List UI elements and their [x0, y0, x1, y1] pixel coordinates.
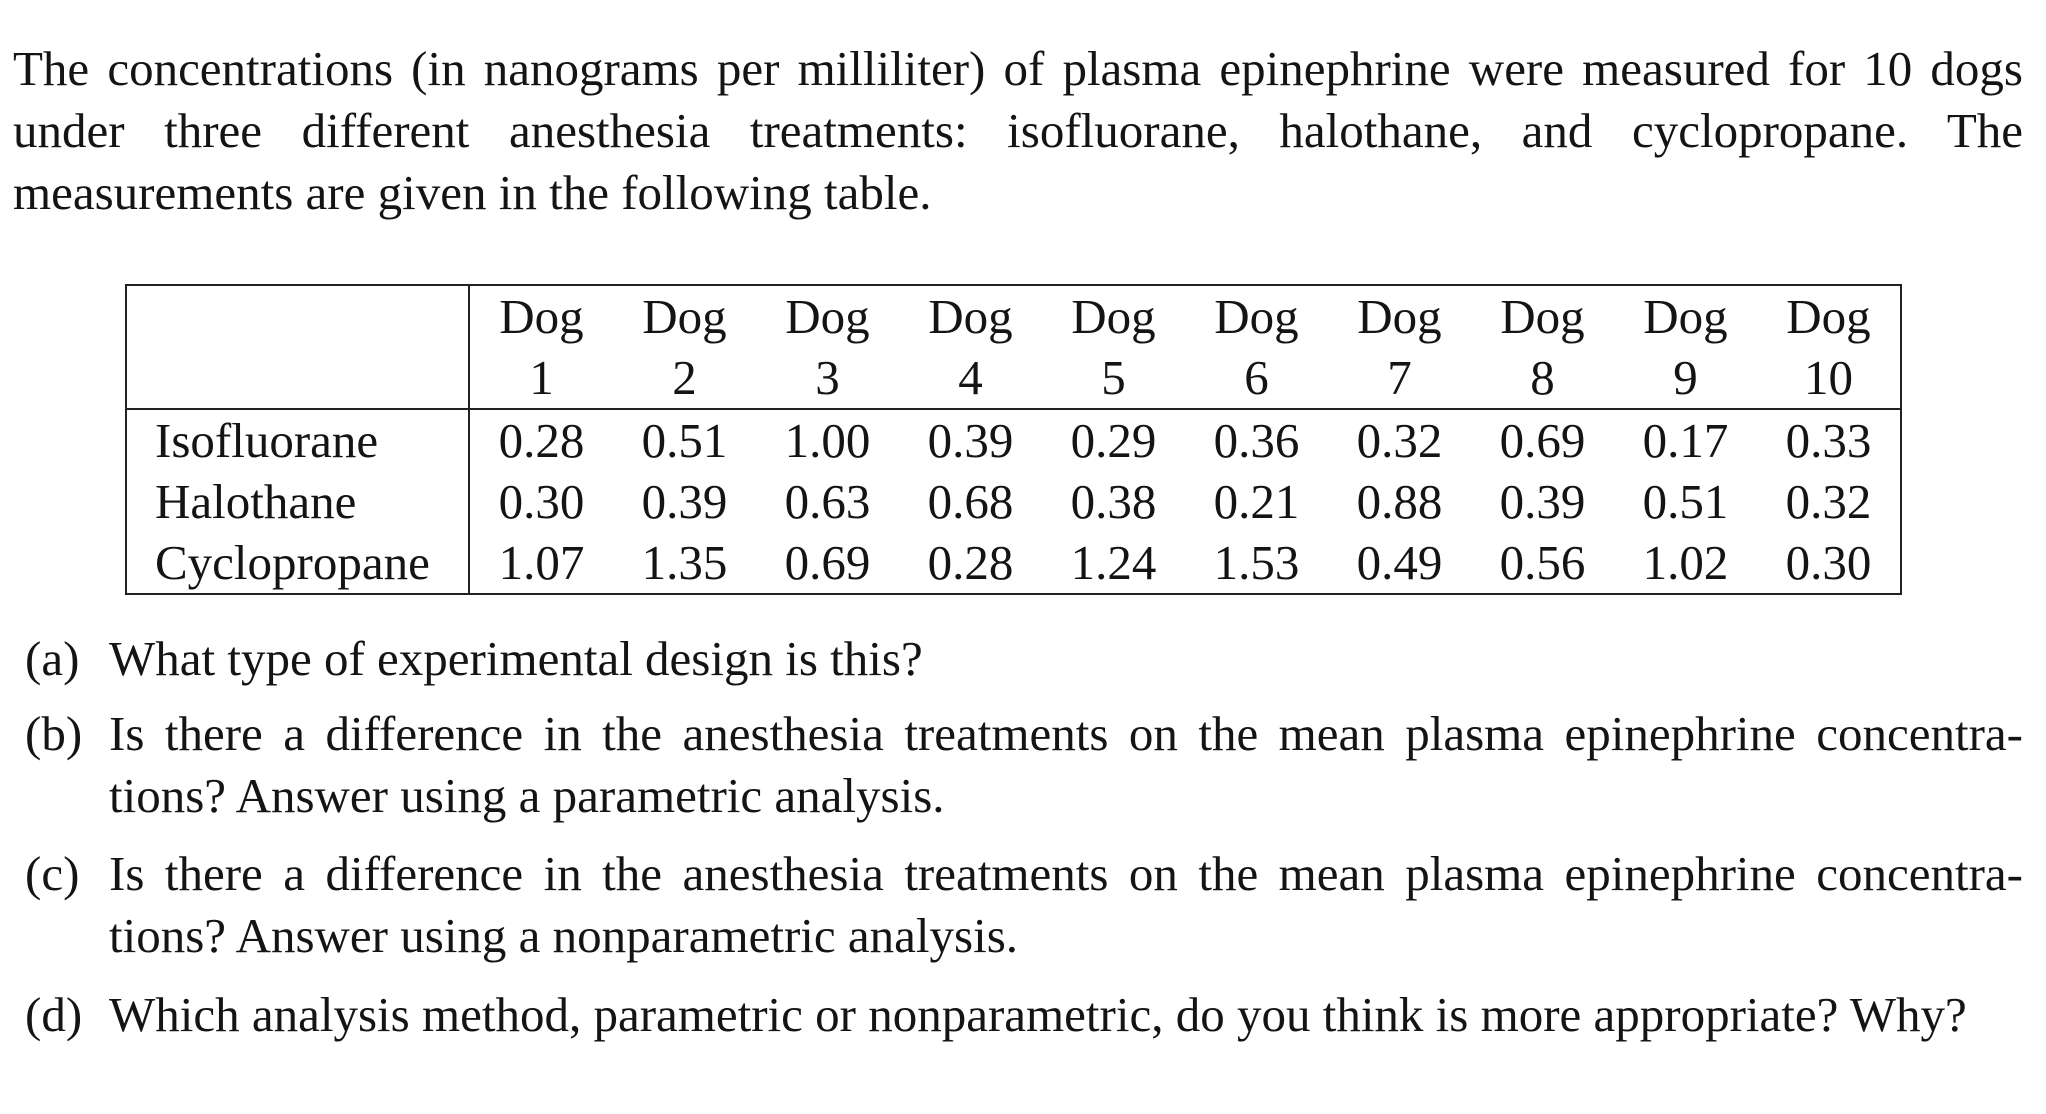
column-header-line2: 6 [1244, 350, 1269, 405]
column-header-line1: Dog [928, 289, 1013, 344]
question-text: Is there a difference in the anesthesia treatments on the mean plasma epinephrine concentra- tions? Answer using a parametric analysis. [109, 706, 2023, 823]
table-cell: 0.32 [1356, 413, 1443, 468]
question-text: Is there a difference in the anesthesia treatments on the mean plasma epinephrine concentra- tions? Answer using a nonparametric analysis. [109, 846, 2023, 963]
column-header-line2: 2 [672, 350, 697, 405]
table-cell: 1.07 [498, 535, 585, 590]
table-row-isofluorane [126, 409, 1901, 471]
column-header-line2: 7 [1387, 350, 1412, 405]
row-label: Halothane [126, 471, 469, 532]
table-corner-cell [126, 285, 469, 409]
table-cell: 1.02 [1642, 535, 1729, 590]
question-text: What type of experimental design is this? [109, 631, 923, 686]
table-cell: 0.30 [1785, 535, 1872, 590]
table-cell: 0.51 [641, 413, 728, 468]
table-row-cyclopropane [126, 532, 1901, 594]
row-label: Isofluorane [126, 409, 469, 471]
question-label: (b) [25, 706, 83, 761]
table-cell: 0.63 [784, 474, 871, 529]
question-item [0, 703, 2046, 827]
question-label: (c) [25, 846, 80, 901]
table-cell: 0.29 [1070, 413, 1157, 468]
question-label: (d) [25, 987, 83, 1042]
table-cell: 0.21 [1213, 474, 1300, 529]
table-header-row [126, 285, 1901, 409]
column-header-line2: 9 [1673, 350, 1698, 405]
column-header-line2: 8 [1530, 350, 1555, 405]
table-cell: 1.53 [1213, 535, 1300, 590]
table-cell: 0.69 [784, 535, 871, 590]
question-item [0, 843, 2046, 967]
intro-paragraph: The concentrations (in nanograms per milliliter) of plasma epinephrine were measured for 10 dogs under three different anesthesia treatments: isofluorane, halothane, and cyclopropane. The measurements are given in the following table. [13, 41, 2023, 220]
question-item [0, 984, 2046, 1046]
column-header-dog-7 [1328, 285, 1471, 409]
table-cell: 0.38 [1070, 474, 1157, 529]
column-header-line1: Dog [499, 289, 584, 344]
question-label: (a) [25, 631, 80, 686]
question-item [0, 628, 2046, 690]
table-cell: 0.28 [498, 413, 585, 468]
epinephrine-table [125, 284, 1902, 595]
table-row-halothane [126, 471, 1901, 532]
column-header-dog-4 [899, 285, 1042, 409]
column-header-line1: Dog [642, 289, 727, 344]
column-header-dog-2 [613, 285, 756, 409]
column-header-line1: Dog [1786, 289, 1871, 344]
column-header-dog-1 [469, 285, 613, 409]
column-header-dog-10 [1757, 285, 1901, 409]
table-cell: 0.51 [1642, 474, 1729, 529]
column-header-line1: Dog [1500, 289, 1585, 344]
table-cell: 0.36 [1213, 413, 1300, 468]
column-header-dog-9 [1614, 285, 1757, 409]
question-text: Which analysis method, parametric or nonparametric, do you think is more appropriate? Why? [109, 987, 1967, 1042]
table-cell: 1.35 [641, 535, 728, 590]
column-header-line1: Dog [1357, 289, 1442, 344]
table-cell: 0.28 [927, 535, 1014, 590]
table-cell: 0.56 [1499, 535, 1586, 590]
column-header-line2: 4 [958, 350, 983, 405]
column-header-line2: 5 [1101, 350, 1126, 405]
column-header-line1: Dog [1214, 289, 1299, 344]
table-cell: 0.17 [1642, 413, 1729, 468]
table-cell: 0.39 [927, 413, 1014, 468]
table-cell: 0.69 [1499, 413, 1586, 468]
table-cell: 1.00 [784, 413, 871, 468]
table-cell: 0.49 [1356, 535, 1443, 590]
row-label: Cyclopropane [126, 532, 469, 594]
column-header-line1: Dog [1071, 289, 1156, 344]
table-cell: 0.32 [1785, 474, 1872, 529]
column-header-line2: 10 [1804, 350, 1853, 405]
column-header-line2: 1 [529, 350, 554, 405]
column-header-dog-5 [1042, 285, 1185, 409]
table-cell: 0.68 [927, 474, 1014, 529]
column-header-dog-6 [1185, 285, 1328, 409]
table-cell: 0.88 [1356, 474, 1443, 529]
column-header-line2: 3 [815, 350, 840, 405]
table-cell: 0.30 [498, 474, 585, 529]
table-cell: 0.39 [641, 474, 728, 529]
table-cell: 0.33 [1785, 413, 1872, 468]
question-list [0, 628, 2046, 1062]
column-header-dog-3 [756, 285, 899, 409]
table-cell: 1.24 [1070, 535, 1157, 590]
table-cell: 0.39 [1499, 474, 1586, 529]
column-header-line1: Dog [1643, 289, 1728, 344]
column-header-dog-8 [1471, 285, 1614, 409]
column-header-line1: Dog [785, 289, 870, 344]
